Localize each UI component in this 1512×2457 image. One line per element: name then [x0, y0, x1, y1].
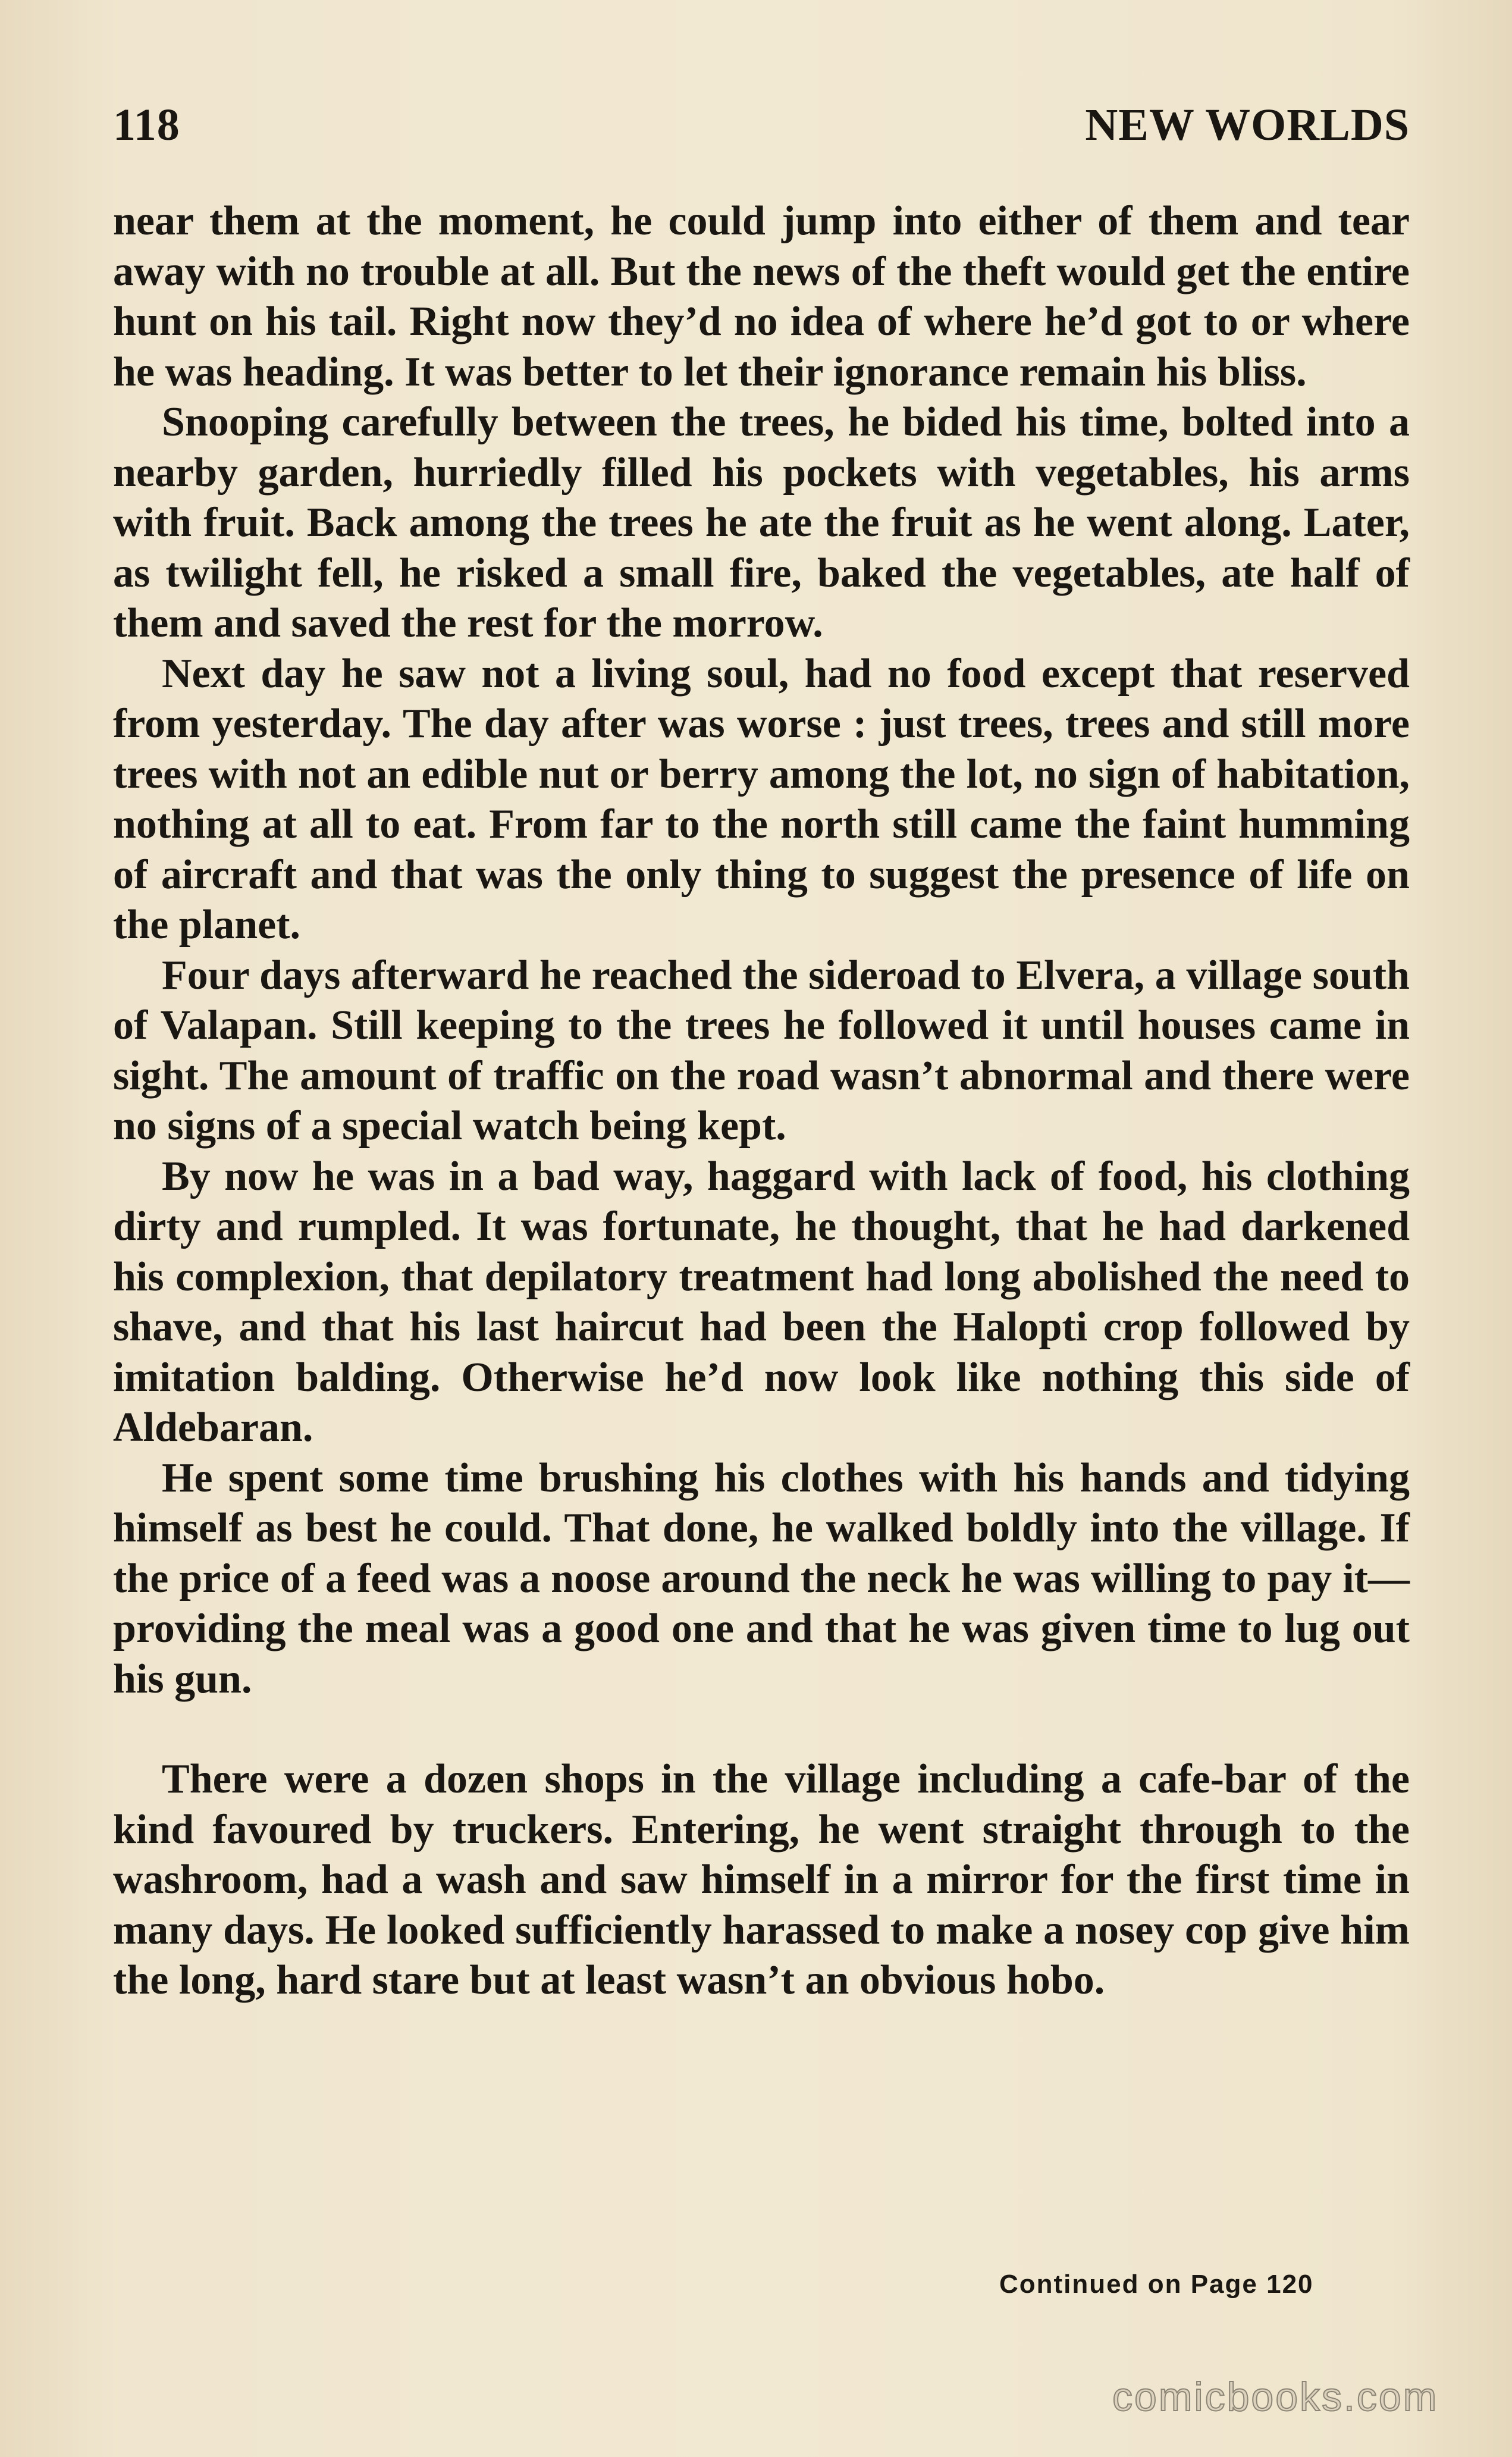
running-title: NEW WORLDS — [1085, 99, 1410, 150]
story-text — [113, 196, 1410, 2006]
page-header — [113, 89, 1410, 161]
paragraph: By now he was in a bad way, haggard with lack of food, his clothing dirty and rumpled. It was fortunate, he thought, that he had darkened his complexion, that depilatory treatment had long abolished the need to shave, and that his last haircut had been the Halopti crop followed by imitation balding. Otherwise he’d now look like nothing this side of Aldebaran. — [113, 1153, 1410, 1450]
paragraph: near them at the moment, he could jump into either of them and tear away with no trouble at all. But the news of the theft would get the entire hunt on his tail. Right now they’d no idea of where he’d got to or where he was heading. It was better to let their ignorance remain his bliss. — [113, 198, 1410, 395]
page-number: 118 — [113, 99, 180, 150]
paragraph: There were a dozen shops in the village including a cafe-bar of the kind favoured by truckers. Entering, he went straight through to the washroom, had a wash and saw himself in a mirror for the first time in many days. He looked sufficiently harassed to make a nosey cop give him the long, hard stare but at least wasn’t an obvious hobo. — [113, 1756, 1410, 2003]
paragraph: Snooping carefully between the trees, he bided his time, bolted into a nearby garden, hurriedly filled his pockets with vegetables, his arms with fruit. Back among the trees he ate the fruit as he went along. Later, as twilight fell, he risked a small fire, baked the vegetables, ate half of them and saved the rest for the morrow. — [113, 399, 1410, 646]
continued-note: Continued on Page 120 — [999, 2270, 1314, 2299]
watermark: comicbooks.com — [1112, 2374, 1439, 2420]
paragraph: Next day he saw not a living soul, had no food except that reserved from yesterday. The day after was worse : just trees, trees and still more trees with not an edible nut or berry among the lot, no sign of habitation, nothing at all to eat. From far to the north still came the faint humming of aircraft and that was the only thing to suggest the presence of life on the planet. — [113, 650, 1410, 948]
paragraph: He spent some time brushing his clothes with his hands and tidying himself as best he could. That done, he walked boldly into the village. If the price of a feed was a noose around the neck he was willing to pay it—providing the meal was a good one and that he was given time to lug out his gun. — [113, 1455, 1410, 1702]
paragraph: Four days afterward he reached the sideroad to Elvera, a village south of Valapan. Still keeping to the trees he followed it until houses came in sight. The amount of traffic on the road wasn’t abnormal and there were no signs of a special watch being kept. — [113, 952, 1410, 1149]
